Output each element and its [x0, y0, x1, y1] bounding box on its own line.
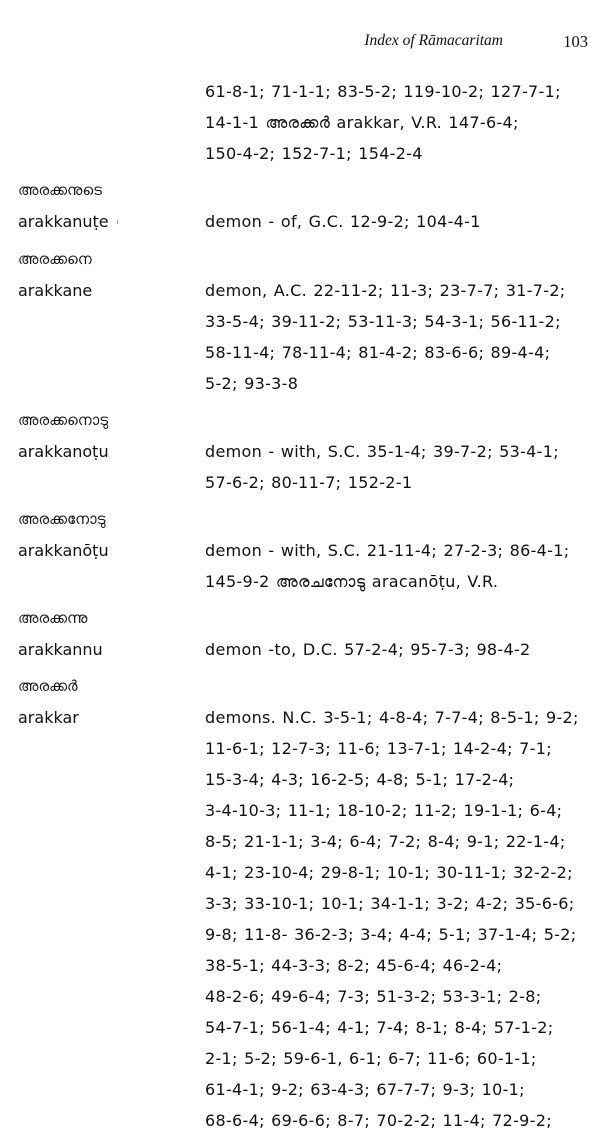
malayalam-headword-row	[0, 244, 600, 275]
malayalam-headword-row	[0, 405, 600, 436]
malayalam-headword-row	[0, 504, 600, 535]
definition-line: demon - with, S.C. 21-11-4; 27-2-3; 86-4-1;	[205, 541, 570, 560]
transliteration-term: arakkanōṭu	[18, 541, 109, 560]
definition-line: 3-3; 33-10-1; 10-1; 34-1-1; 3-2; 4-2; 35-6-6;	[205, 894, 575, 913]
entry-definition	[205, 634, 590, 665]
definition-line: 38-5-1; 44-3-3; 8-2; 45-6-4; 46-2-4;	[205, 956, 503, 975]
entry-definition	[205, 76, 590, 169]
index-entry	[0, 702, 600, 1136]
definition-line: 3-4-10-3; 11-1; 18-10-2; 11-2; 19-1-1; 6-4;	[205, 801, 563, 820]
transliteration-term: arakkanuṭe ɩ	[18, 212, 120, 231]
malayalam-headword: അരക്കനെ	[18, 250, 92, 268]
stray-mark: ɩ	[116, 218, 120, 226]
definition-line: 14-1-1 അരക്കർ arakkar, V.R. 147-6-4;	[205, 113, 519, 132]
malayalam-headword-row	[0, 603, 600, 634]
page-header	[0, 32, 600, 54]
transliteration-term: arakkanoṭu	[18, 442, 109, 461]
malayalam-headword-row	[0, 175, 600, 206]
definition-line: demon - of, G.C. 12-9-2; 104-4-1	[205, 212, 481, 231]
definition-line: 68-6-4; 69-6-6; 8-7; 70-2-2; 11-4; 72-9-2;	[205, 1111, 552, 1130]
definition-line: demon - with, S.C. 35-1-4; 39-7-2; 53-4-1;	[205, 442, 559, 461]
entry-definition	[205, 275, 590, 399]
definition-line: 11-6-1; 12-7-3; 11-6; 13-7-1; 14-2-4; 7-1;	[205, 739, 552, 758]
definition-line: 150-4-2; 152-7-1; 154-2-4	[205, 144, 423, 163]
index-entry	[0, 436, 600, 498]
transliteration-term: arakkane	[18, 281, 93, 300]
entry-definition	[205, 702, 590, 1136]
malayalam-headword: അരക്കന്നു	[18, 609, 88, 627]
malayalam-headword-row	[0, 671, 600, 702]
definition-line: 61-4-1; 9-2; 63-4-3; 67-7-7; 9-3; 10-1;	[205, 1080, 525, 1099]
definition-line: demon, A.C. 22-11-2; 11-3; 23-7-7; 31-7-2;	[205, 281, 566, 300]
entry-definition	[205, 436, 590, 498]
index-entry	[0, 634, 600, 665]
malayalam-headword: അരക്കനുടെ	[18, 181, 103, 199]
definition-line: 9-8; 11-8- 36-2-3; 3-4; 4-4; 5-1; 37-1-4; 5-2;	[205, 925, 577, 944]
malayalam-headword: അരക്കനോടു	[18, 510, 106, 528]
definition-line: 48-2-6; 49-6-4; 7-3; 51-3-2; 53-3-1; 2-8;	[205, 987, 542, 1006]
definition-line: 33-5-4; 39-11-2; 53-11-3; 54-3-1; 56-11-2;	[205, 312, 561, 331]
definition-line: 58-11-4; 78-11-4; 81-4-2; 83-6-6; 89-4-4;	[205, 343, 551, 362]
definition-line: 145-9-2 അരചനോടു aracanōṭu, V.R.	[205, 572, 499, 591]
transliteration-term: arakkar	[18, 708, 79, 727]
entry-definition	[205, 535, 590, 597]
definition-line: 5-2; 93-3-8	[205, 374, 299, 393]
page-number: 103	[563, 32, 588, 51]
definition-line: 57-6-2; 80-11-7; 152-2-1	[205, 473, 413, 492]
definition-line: 54-7-1; 56-1-4; 4-1; 7-4; 8-1; 8-4; 57-1-2;	[205, 1018, 554, 1037]
definition-line: 4-1; 23-10-4; 29-8-1; 10-1; 30-11-1; 32-2-2;	[205, 863, 573, 882]
continuation-entry	[0, 76, 600, 169]
malayalam-headword: അരക്കർ	[18, 677, 78, 695]
index-entry	[0, 206, 600, 238]
transliteration-term: arakkannu	[18, 640, 103, 659]
definition-line: demons. N.C. 3-5-1; 4-8-4; 7-7-4; 8-5-1; 9-2;	[205, 708, 579, 727]
index-entry	[0, 275, 600, 399]
definition-line: 2-1; 5-2; 59-6-1, 6-1; 6-7; 11-6; 60-1-1;	[205, 1049, 537, 1068]
index-entry	[0, 535, 600, 597]
definition-line: 8-5; 21-1-1; 3-4; 6-4; 7-2; 8-4; 9-1; 22-1-4;	[205, 832, 566, 851]
definition-line: 15-3-4; 4-3; 16-2-5; 4-8; 5-1; 17-2-4;	[205, 770, 515, 789]
definition-line: demon -to, D.C. 57-2-4; 95-7-3; 98-4-2	[205, 640, 531, 659]
index-entries	[0, 76, 600, 1136]
malayalam-headword: അരക്കനൊടു	[18, 411, 109, 429]
entry-definition	[205, 206, 590, 237]
definition-line: 61-8-1; 71-1-1; 83-5-2; 119-10-2; 127-7-1;	[205, 82, 561, 101]
running-title: Index of Rāmacaritam	[364, 32, 503, 49]
